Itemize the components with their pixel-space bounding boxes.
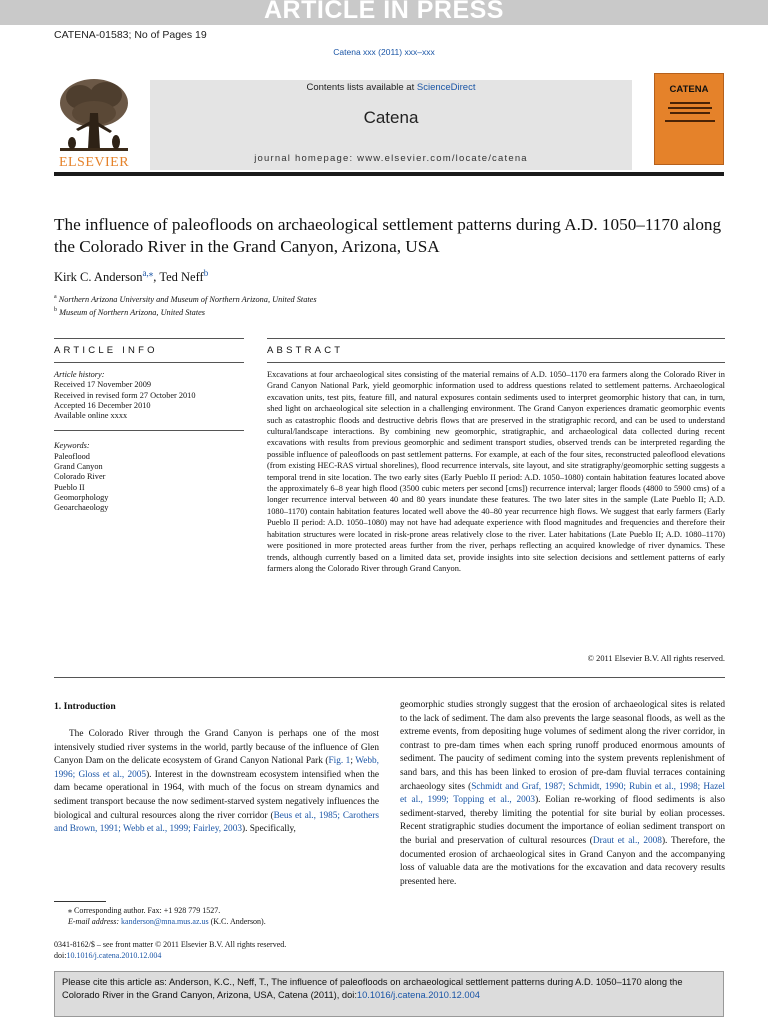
doi-link[interactable]: 10.1016/j.catena.2010.12.004 [356, 990, 480, 1001]
author-list [54, 268, 208, 285]
citation-link[interactable]: Webb, 1996; Gloss et al., 2005 [54, 756, 379, 780]
journal-cover-thumbnail[interactable] [654, 73, 724, 165]
history-label: Article history: [54, 370, 105, 379]
keywords-label: Keywords: [54, 441, 90, 451]
history-item: Received 17 November 2009 [54, 380, 151, 390]
section-rule [54, 338, 244, 339]
figure-link[interactable]: Fig. 1 [328, 756, 351, 767]
keyword: Colorado River [54, 472, 106, 482]
sciencedirect-link[interactable]: ScienceDirect [416, 82, 476, 93]
footnote-rule [54, 901, 106, 902]
citation-link[interactable]: Schmidt and Graf, 1987; Schmidt, 1990; Rubin et al., 1998; Hazel et al., 1999; Topping et al., 2003 [400, 781, 725, 806]
email-link[interactable]: kanderson@mna.mus.az.us [121, 916, 209, 926]
masthead [54, 73, 724, 170]
history-item: Available online xxxx [54, 411, 128, 421]
journal-title: Catena [363, 108, 419, 127]
section-rule [267, 338, 725, 339]
cover-text-line [668, 107, 712, 109]
masthead-rule [54, 172, 724, 176]
article-history [54, 370, 244, 421]
article-info [54, 370, 244, 525]
body-paragraph: The Colorado River through the Grand Canyon is perhaps one of the most intensively studied river systems in the world, partly because of the influence of Glen Canyon Dam on the delicate ecosystem of Grand Canyon National Park (Fig. 1; Webb, 1996; Gloss et al., 2005). Interest in the downstream ecosystem intensified when the dam became operational in 1964, with much of the focus on stream dynamics and sediment transport because the now sediment-starved system negatively influences the biological and cultural resources along the river corridor (Beus et al., 1985; Carothers and Brown, 1991; Webb et al., 1999; Fairley, 2003). Specifically, [54, 729, 379, 835]
keyword: Grand Canyon [54, 462, 103, 472]
citation-link[interactable]: Beus et al., 1985; Carothers and Brown, 1991; Webb et al., 1999; Fairley, 2003 [54, 810, 379, 835]
article-in-press-label: ARTICLE IN PRESS [264, 0, 504, 24]
corresponding-author-footnote: ⁎ Corresponding author. Fax: +1 928 779 1527. E-mail address: kanderson@mna.mus.az.us (K.C. Anderson). [68, 906, 266, 926]
author-name: Ted Neff [159, 270, 204, 285]
document-id: CATENA-01583; No of Pages 19 [54, 29, 207, 41]
elsevier-wordmark: ELSEVIER [58, 155, 130, 170]
keywords [54, 441, 244, 513]
journal-homepage[interactable]: journal homepage: www.elsevier.com/locate/catena [254, 153, 528, 164]
article-info-heading: ARTICLE INFO [54, 345, 158, 356]
citation-box: Please cite this article as: Anderson, K.C., Neff, T., The influence of paleofloods on archaeological settlement patterns during A.D. 1050–1170 along the Colorado River in the Grand Canyon, Arizona, USA, Catena (2011), doi:10.1016/j.catena.2010.12.004 [54, 971, 724, 1017]
history-item: Accepted 16 December 2010 [54, 400, 151, 410]
issn-line: 0341-8162/$ – see front matter © 2011 Elsevier B.V. All rights reserved. doi:10.1016/j.catena.2010.12.004 [54, 940, 287, 960]
abstract-bottom-rule [54, 677, 725, 678]
article-in-press-band [0, 0, 768, 25]
elsevier-tree-logo[interactable] [54, 73, 134, 170]
body-paragraph: geomorphic studies strongly suggest that the erosion of archaeological sites is related to the lack of sediment. The dam also prevents the large seasonal floods, as well as the extreme events, from depositing huge volumes of sediment along the river corridor, in contrast to pre-dam times when each spring runoff produced enormous amounts of sediment. The paucity of sediment coming into the system prevents replenishment of sand bars, and this has been linked to erosion of pre-dam fluvial terraces containing archaeology sites (Schmidt and Graf, 1987; Schmidt, 1990; Rubin et al., 1998; Hazel et al., 1999; Topping et al., 2003). Eolian re-working of flood sediments is also sediment-starved, thereby limiting the potential for site burial by eolian processes. Recent stratigraphic studies document the importance of eolian sediment transport on the burial and preservation of cultural resources (Draut et al., 2008). Therefore, the documented erosion of archaeological sites in Grand Canyon and the accompanying loss of valuable data are the motivations for the excavation and data recovery results presented here. [400, 700, 725, 887]
section-rule [267, 362, 725, 363]
author-affiliation-link[interactable]: a,⁎ [142, 268, 154, 278]
info-divider [54, 430, 244, 431]
keyword: Paleoflood [54, 451, 90, 461]
abstract-text: Excavations at four archaeological sites consisting of the material remains of A.D. 1050–1170 era farmers along the Colorado River in Grand Canyon National Park, yield geomorphic information used to address questions related to settlement patterns. Archaeological excavation units, test pits, feature fill, and natural exposures contain sediments used to interpret geomorphic history that can, in turn, shed light on archaeological site selection in a challenging environment. The Grand Canyon experiences dramatic geomorphic events such as catastrophic floods and destructive debris flows that are preserved in the stratigraphic record, and can be used to understand cultural/landscape interactions. By combining new geomorphic, stratigraphic, and archaeological data collected during recent excavations with results from previous geomorphic and sediment transport studies, observed trends can be interpreted regarding the possible influence of paleofloods on past settlement patterns. For example, at each of the four sites, reconstructed paleoflood elevations (from existing HEC-RAS virtual shorelines), flood recurrence intervals, site layout, and site stratigraphy/geomorphic setting suggests a temporal trend in site location. The two early sites (Early Pueblo II period: A.D. 1050–1080) contain habitation features located above the approximately 6–8 year high flood (3500 cubic meters per second [cms]) recurrence interval; larger floods (4800 to 5900 cms) of a longer recurrence interval between 40 and 80 years inundate these features. The two later sites in the sample (Late Pueblo II; A.D. 1080–1170) contain habitation features located well above the 40–80 year recurrence high flows. We suggest that early farmers (Early Pueblo II period: A.D. 1050–1080) may not have had adequate experience with flood magnitudes and frequencies and therefore their habitation structures were located in risk-prone areas relatively close to the river. Later habitations (Late Pueblo II; A.D. 1080–1170) were positioned in more protected areas further from the river, perhaps reflecting an acquired knowledge of river dynamics. These trends, although currently based on a limited data set, provide insights into site selection decisions and settlement patterns of early farmers along the Colorado River through Grand Canyon. [267, 370, 725, 573]
keyword: Pueblo II [54, 482, 85, 492]
copyright: © 2011 Elsevier B.V. All rights reserved. [587, 654, 725, 663]
cover-text-line [670, 102, 710, 104]
author-separator: , [153, 270, 160, 285]
author-name: Kirk C. Anderson [54, 270, 143, 285]
doi-link[interactable]: 10.1016/j.catena.2010.12.004 [66, 950, 162, 960]
section-rule [54, 362, 244, 363]
contents-line [150, 82, 632, 93]
affiliation-b: $^b$ Museum of Northern Arizona, United States [54, 307, 206, 318]
history-item: Received in revised form 27 October 2010 [54, 390, 196, 400]
abstract-heading: ABSTRACT [267, 345, 344, 356]
journal-reference-link[interactable]: Catena xxx (2011) xxx–xxx [333, 47, 435, 57]
citation-link[interactable]: Draut et al., 2008 [592, 835, 662, 846]
section-heading: 1. Introduction [54, 701, 116, 712]
keyword: Geoarchaeology [54, 503, 109, 513]
cover-title: CATENA [669, 84, 709, 95]
journal-banner [150, 80, 632, 170]
cover-text-line [670, 112, 710, 114]
article-title: The influence of paleofloods on archaeological settlement patterns during A.D. 1050–1170 along the Colorado River in the Grand Canyon, Arizona, USA [54, 215, 722, 256]
contents-prefix: Contents lists available at [306, 82, 417, 93]
cover-text-line [665, 120, 715, 122]
author-affiliation-link[interactable]: b [203, 268, 209, 278]
keyword: Geomorphology [54, 492, 109, 502]
affiliations [54, 292, 317, 319]
affiliation-a: $^a$ Northern Arizona University and Museum of Northern Arizona, United States [54, 294, 317, 304]
